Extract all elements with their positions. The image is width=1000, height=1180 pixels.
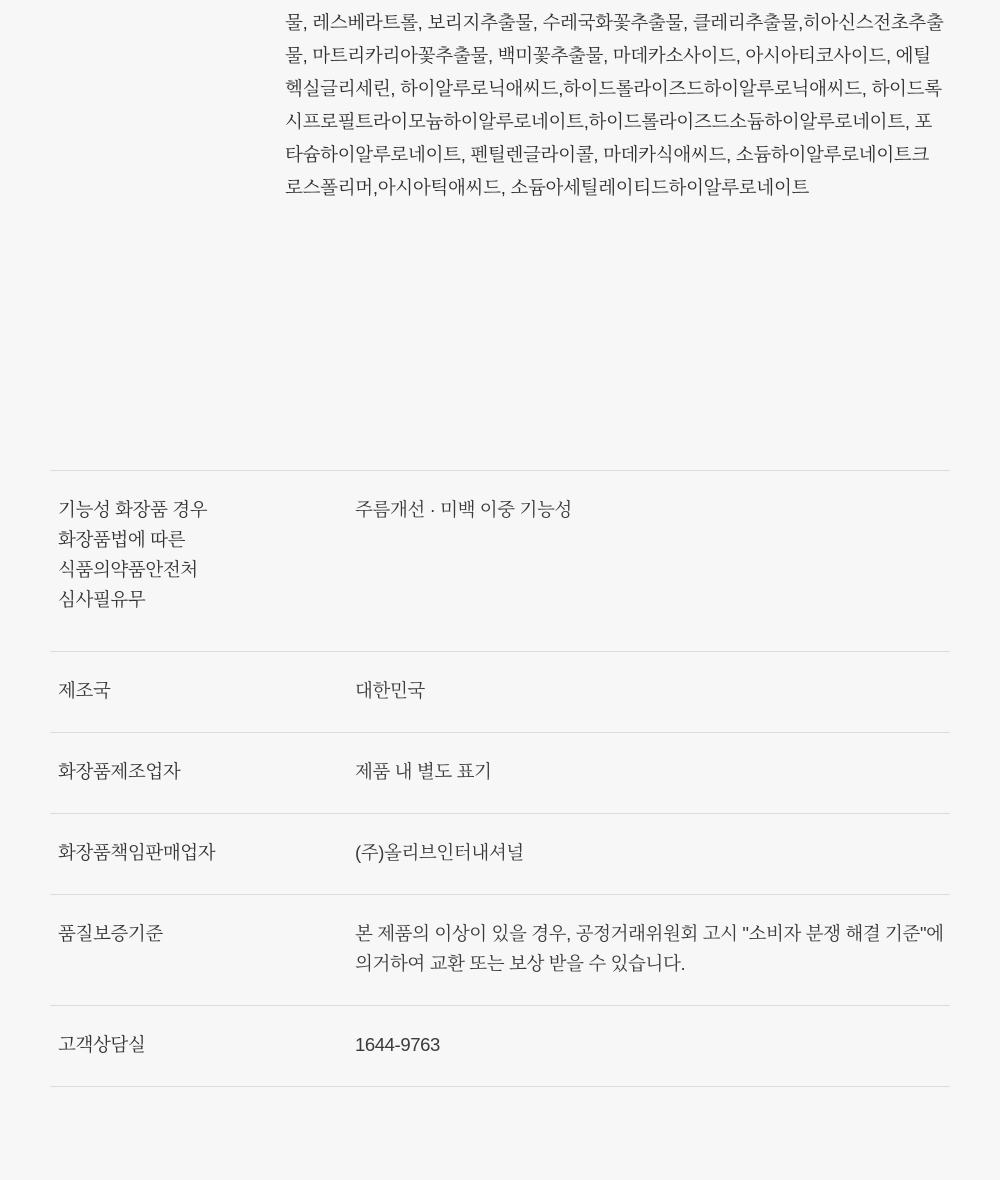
spec-table-row xyxy=(50,1006,950,1087)
spec-label xyxy=(50,814,303,895)
spec-table-row xyxy=(50,471,950,652)
spec-label-line: 품질보증기준 xyxy=(58,923,163,944)
spec-label-line: 식품의약품안전처 xyxy=(58,559,198,580)
spec-table-row xyxy=(50,895,950,1006)
spec-label xyxy=(50,471,303,652)
spec-value-line: 본 제품의 이상이 있을 경우, 공정거래위원회 고시 "소비자 분쟁 해결 기준"에 xyxy=(355,923,944,944)
spec-label xyxy=(50,652,303,733)
spec-label-line: 심사필유무 xyxy=(58,589,146,610)
spec-value xyxy=(303,652,950,733)
spec-value-line: (주)올리브인터내셔널 xyxy=(355,842,524,863)
spec-table-body xyxy=(50,471,950,1087)
product-spec-table xyxy=(50,470,950,1087)
spec-value-line: 제품 내 별도 표기 xyxy=(355,761,492,782)
spec-table-row xyxy=(50,652,950,733)
ingredients-section xyxy=(285,0,945,204)
spec-label xyxy=(50,733,303,814)
spec-label-line: 기능성 화장품 경우 xyxy=(58,499,208,520)
spec-label-line: 고객상담실 xyxy=(58,1034,146,1055)
spec-value-line: 1644-9763 xyxy=(355,1034,440,1055)
spec-value-line: 의거하여 교환 또는 보상 받을 수 있습니다. xyxy=(355,953,686,974)
spec-value xyxy=(303,733,950,814)
spec-label-line: 화장품제조업자 xyxy=(58,761,181,782)
spec-label xyxy=(50,895,303,1006)
spec-value xyxy=(303,814,950,895)
spec-label-line: 제조국 xyxy=(58,680,111,701)
spec-value xyxy=(303,1006,950,1087)
spec-label xyxy=(50,1006,303,1087)
ingredients-text: 물, 레스베라트롤, 보리지추출물, 수레국화꽃추출물, 클레리추출물,히아신스전초추출물, 마트리카리아꽃추출물, 백미꽃추출물, 마데카소사이드, 아시아티코사이드, 에틸헥실글리세린, 하이알루로닉애씨드,하이드롤라이즈드하이알루로닉애씨드, 하이드록시프로필트라이모늄하이알루로네이트,하이드롤라이즈드소듐하이알루로네이트, 포타슘하이알루로네이트, 펜틸렌글라이콜, 마데카식애씨드, 소듐하이알루로네이트크로스폴리머,아시아틱애씨드, 소듐아세틸레이티드하이알루로네이트 xyxy=(285,12,944,198)
spec-value xyxy=(303,895,950,1006)
spec-value xyxy=(303,471,950,652)
spec-table-row xyxy=(50,733,950,814)
spec-label-line: 화장품법에 따른 xyxy=(58,529,186,550)
spec-table-row xyxy=(50,814,950,895)
spec-value-line: 대한민국 xyxy=(355,680,425,701)
spec-label-line: 화장품책임판매업자 xyxy=(58,842,216,863)
spec-value-line: 주름개선 · 미백 이중 기능성 xyxy=(355,499,572,520)
